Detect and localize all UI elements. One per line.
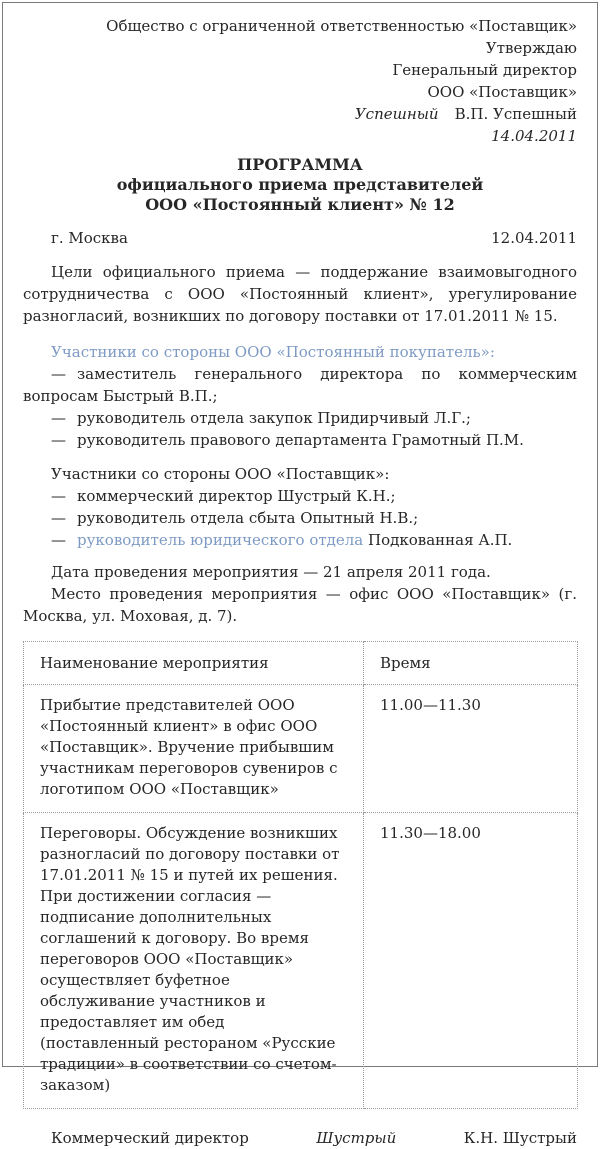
- event-date-place: [23, 561, 577, 627]
- signature-footer: [23, 1127, 577, 1149]
- participant-item: [23, 485, 577, 507]
- company-name: Общество с ограниченной ответственностью «Поставщик»: [106, 17, 577, 35]
- event-date-line: Дата проведения мероприятия — 21 апреля 2011 года.: [51, 563, 491, 581]
- signer-name: В.П. Успешный: [454, 105, 577, 123]
- dash: —: [51, 531, 66, 549]
- table-row: [24, 685, 578, 813]
- approval-header: [23, 15, 577, 147]
- approve-label: Утверждаю: [485, 39, 577, 57]
- participant-item: [23, 363, 577, 407]
- event-place-line: Место проведения мероприятия — офис ООО «Поставщик» (г. Москва, ул. Моховая, д. 7).: [23, 585, 577, 625]
- column-header-time: Время: [364, 642, 578, 685]
- document-title: [23, 155, 577, 215]
- participant-text: заместитель генерального директора по коммерческим вопросам Быстрый В.П.;: [23, 365, 577, 405]
- time-cell: 11.30—18.00: [364, 813, 578, 1109]
- goals-paragraph: Цели официального приема — поддержание взаимовыгодного сотрудничества с ООО «Постоянный клиент», урегулирование разногласий, возникших по договору поставки от 17.01.2011 № 15.: [23, 263, 577, 325]
- buyer-section-heading: Участники со стороны ООО «Постоянный покупатель»:: [51, 343, 495, 361]
- participants-buyer-section: [23, 341, 577, 451]
- time-cell: 11.00—11.30: [364, 685, 578, 813]
- title-line-3: ООО «Постоянный клиент» № 12: [145, 195, 455, 214]
- title-line-1: ПРОГРАММА: [237, 155, 363, 174]
- event-cell: Переговоры. Обсуждение возникших разногласий по договору поставки от 17.01.2011 № 15 и путей их решения. При достижении согласия — подписание дополнительных соглашений к договору. Во время переговоров ООО «Поставщик» осуществляет буфетное обслуживание участников и предоставляет им обед (поставленный рестораном «Русские традиции» в соответствии со счетом-заказом): [24, 813, 364, 1109]
- participant-text: руководитель правового департамента Грамотный П.М.: [77, 431, 524, 449]
- column-header-event: Наименование мероприятия: [24, 642, 364, 685]
- dash: —: [51, 365, 66, 383]
- participants-supplier-section: [23, 463, 577, 551]
- event-cell: Прибытие представителей ООО «Постоянный клиент» в офис ООО «Поставщик». Вручение прибывшим участникам переговоров сувениров с логотипом ООО «Поставщик»: [24, 685, 364, 813]
- participant-text: руководитель отдела сбыта Опытный Н.В.;: [77, 509, 419, 527]
- title-line-2: официального приема представителей: [116, 175, 484, 194]
- handwritten-signature: Успешный: [354, 105, 439, 123]
- participant-item: [23, 429, 577, 451]
- city-date-row: [23, 227, 577, 249]
- dash: —: [51, 409, 66, 427]
- participant-text: коммерческий директор Шустрый К.Н.;: [77, 487, 396, 505]
- supplier-section-heading: Участники со стороны ООО «Поставщик»:: [51, 465, 390, 483]
- signer-fullname: К.Н. Шустрый: [463, 1129, 577, 1147]
- participant-item: [23, 507, 577, 529]
- dash: —: [51, 487, 66, 505]
- signer-position: Коммерческий директор: [51, 1129, 249, 1147]
- approval-date: 14.04.2011: [491, 127, 577, 145]
- city: г. Москва: [51, 229, 128, 247]
- participant-item: [23, 407, 577, 429]
- dash: —: [51, 431, 66, 449]
- signature-line: [23, 103, 577, 125]
- approver-title: Генеральный директор: [392, 61, 577, 79]
- participant-text: Подкованная А.П.: [363, 531, 513, 549]
- participant-text: руководитель отдела закупок Придирчивый Л.Г.;: [77, 409, 471, 427]
- table-row: [24, 813, 578, 1109]
- handwritten-signature: Шустрый: [316, 1129, 397, 1147]
- program-table: [23, 641, 578, 1109]
- approver-company: ООО «Поставщик»: [427, 83, 577, 101]
- document-date: 12.04.2011: [491, 229, 577, 247]
- dash: —: [51, 509, 66, 527]
- document-page: [2, 2, 598, 1147]
- participant-text-highlighted: руководитель юридического отдела: [77, 531, 364, 549]
- table-header-row: [24, 642, 578, 685]
- participant-item: [23, 529, 577, 551]
